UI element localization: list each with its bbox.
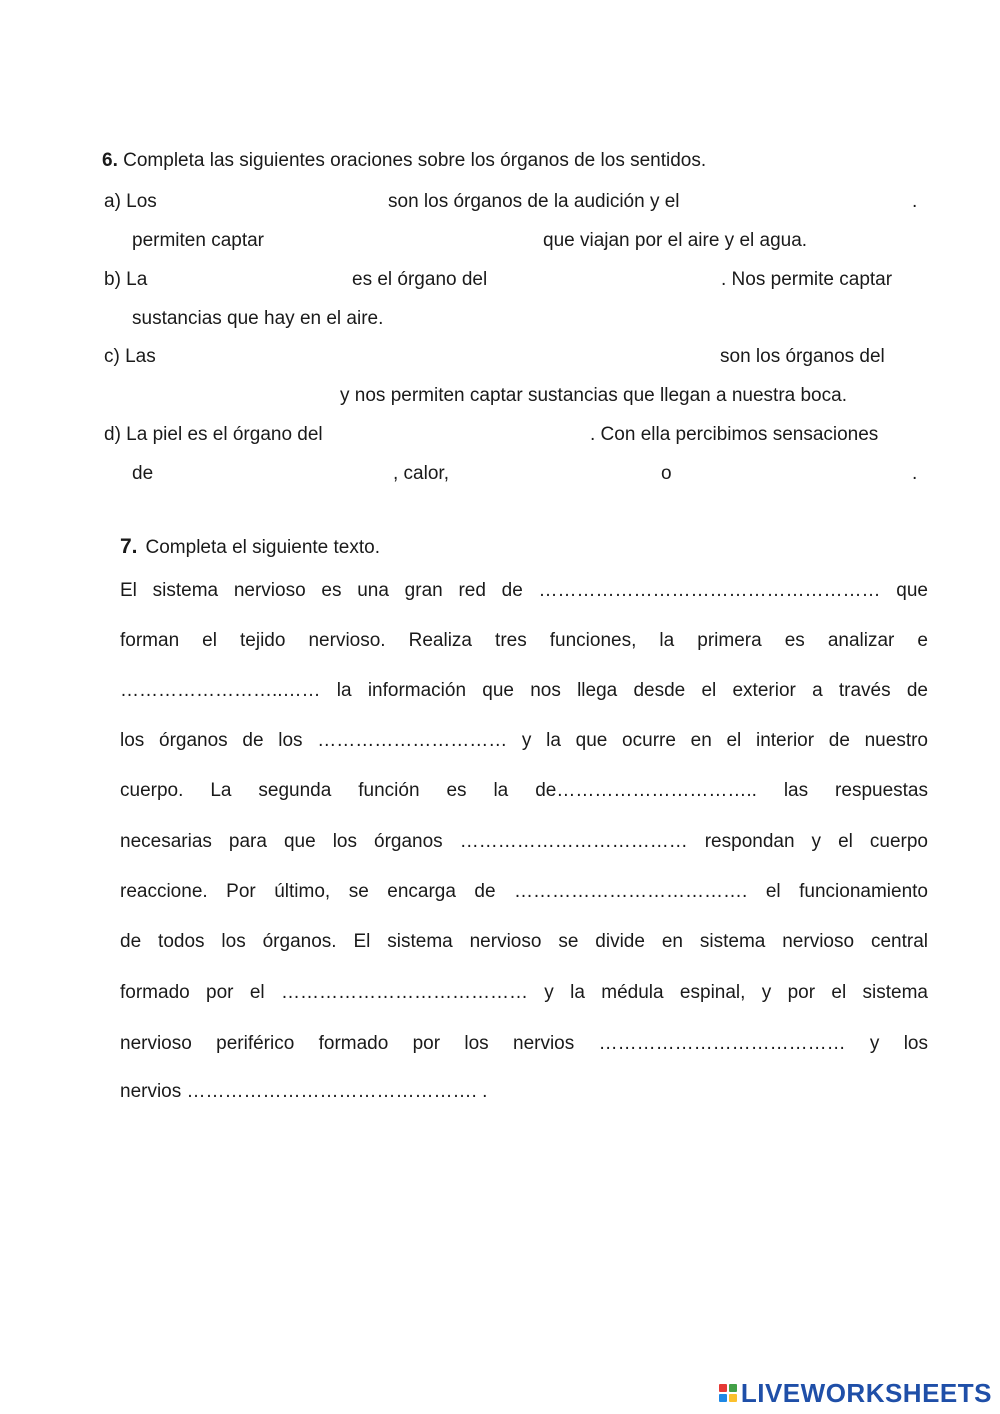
q6d-blank-1[interactable]: [362, 422, 592, 446]
q6a-line2-end: que viajan por el aire y el agua.: [543, 230, 808, 251]
q7-line: ……………………..…… la información que nos llega desde el exterior a través de: [120, 680, 928, 701]
q6d-line2-mid1: , calor,: [393, 463, 449, 484]
q6c-line1-start: c) Las: [104, 346, 156, 367]
q6a-blank-2[interactable]: [728, 189, 914, 213]
q6b-line1-end: . Nos permite captar: [721, 269, 893, 290]
q6d-line2-start: de: [132, 463, 154, 484]
q6c-line1-end: son los órganos del: [720, 346, 885, 367]
q6b-blank-1[interactable]: [160, 267, 352, 291]
q6c-blank-2[interactable]: [132, 383, 340, 407]
q6-number: 6.: [102, 150, 118, 171]
q7-line: reaccione. Por último, se encarga de ………………………………. el funcionamiento: [120, 881, 928, 902]
q7-line: forman el tejido nervioso. Realiza tres funciones, la primera es analizar e: [120, 630, 928, 651]
q6d-line2-mid2: o: [661, 463, 672, 484]
q6c-blank-1[interactable]: [170, 344, 718, 368]
q6a-blank-3[interactable]: [290, 228, 543, 252]
q7-title: Completa el siguiente texto.: [145, 537, 380, 558]
q6a-line1-mid: son los órganos de la audición y el: [388, 191, 680, 212]
q7-line: cuerpo. La segunda función es la de………………………….. las respuestas: [120, 780, 928, 801]
q6d-line1-end: . Con ella percibimos sensaciones: [590, 424, 879, 445]
q7-line: necesarias para que los órganos ……………………………… respondan y el cuerpo: [120, 831, 928, 852]
q6a-line1-start: a) Los: [104, 191, 157, 212]
q6d-line1-start: d) La piel es el órgano del: [104, 424, 323, 445]
q6d-blank-3[interactable]: [465, 461, 663, 485]
q6d-blank-4[interactable]: [682, 461, 914, 485]
q6b-line1-start: b) La: [104, 269, 148, 290]
q6a-line1-end: .: [912, 191, 918, 212]
q7-line: formado por el ………………………………… y la médula espinal, y por el sistema: [120, 982, 928, 1003]
q6b-line2: sustancias que hay en el aire.: [132, 308, 384, 329]
q6-heading: [102, 151, 706, 170]
q6a-line2-start: permiten captar: [132, 230, 265, 251]
liveworksheets-logo-text: LIVEWORKSHEETS: [740, 1377, 992, 1408]
q6c-line2-end: y nos permiten captar sustancias que llegan a nuestra boca.: [340, 385, 847, 406]
q7-line: los órganos de los ………………………… y la que ocurre en el interior de nuestro: [120, 730, 928, 751]
q6a-blank-1[interactable]: [168, 189, 386, 213]
liveworksheets-logo-icon: [719, 1384, 737, 1402]
q6d-blank-2[interactable]: [165, 461, 398, 485]
q7-number: 7.: [120, 535, 138, 558]
q6b-blank-2[interactable]: [512, 267, 724, 291]
q7-line: nervioso periférico formado por los nervios ………………………………… y los: [120, 1033, 928, 1054]
q7-heading: [120, 536, 380, 557]
q7-last-line: nervios ………………………………………. .: [120, 1081, 488, 1102]
q6b-line1-mid: es el órgano del: [352, 269, 488, 290]
q7-line: El sistema nervioso es una gran red de ……………………………………………… que: [120, 580, 928, 601]
q7-line: de todos los órganos. El sistema nervioso se divide en sistema nervioso central: [120, 931, 928, 952]
liveworksheets-logo: [719, 1378, 992, 1408]
q6-title: Completa las siguientes oraciones sobre los órganos de los sentidos.: [123, 150, 707, 171]
q6d-line2-end: .: [912, 463, 918, 484]
